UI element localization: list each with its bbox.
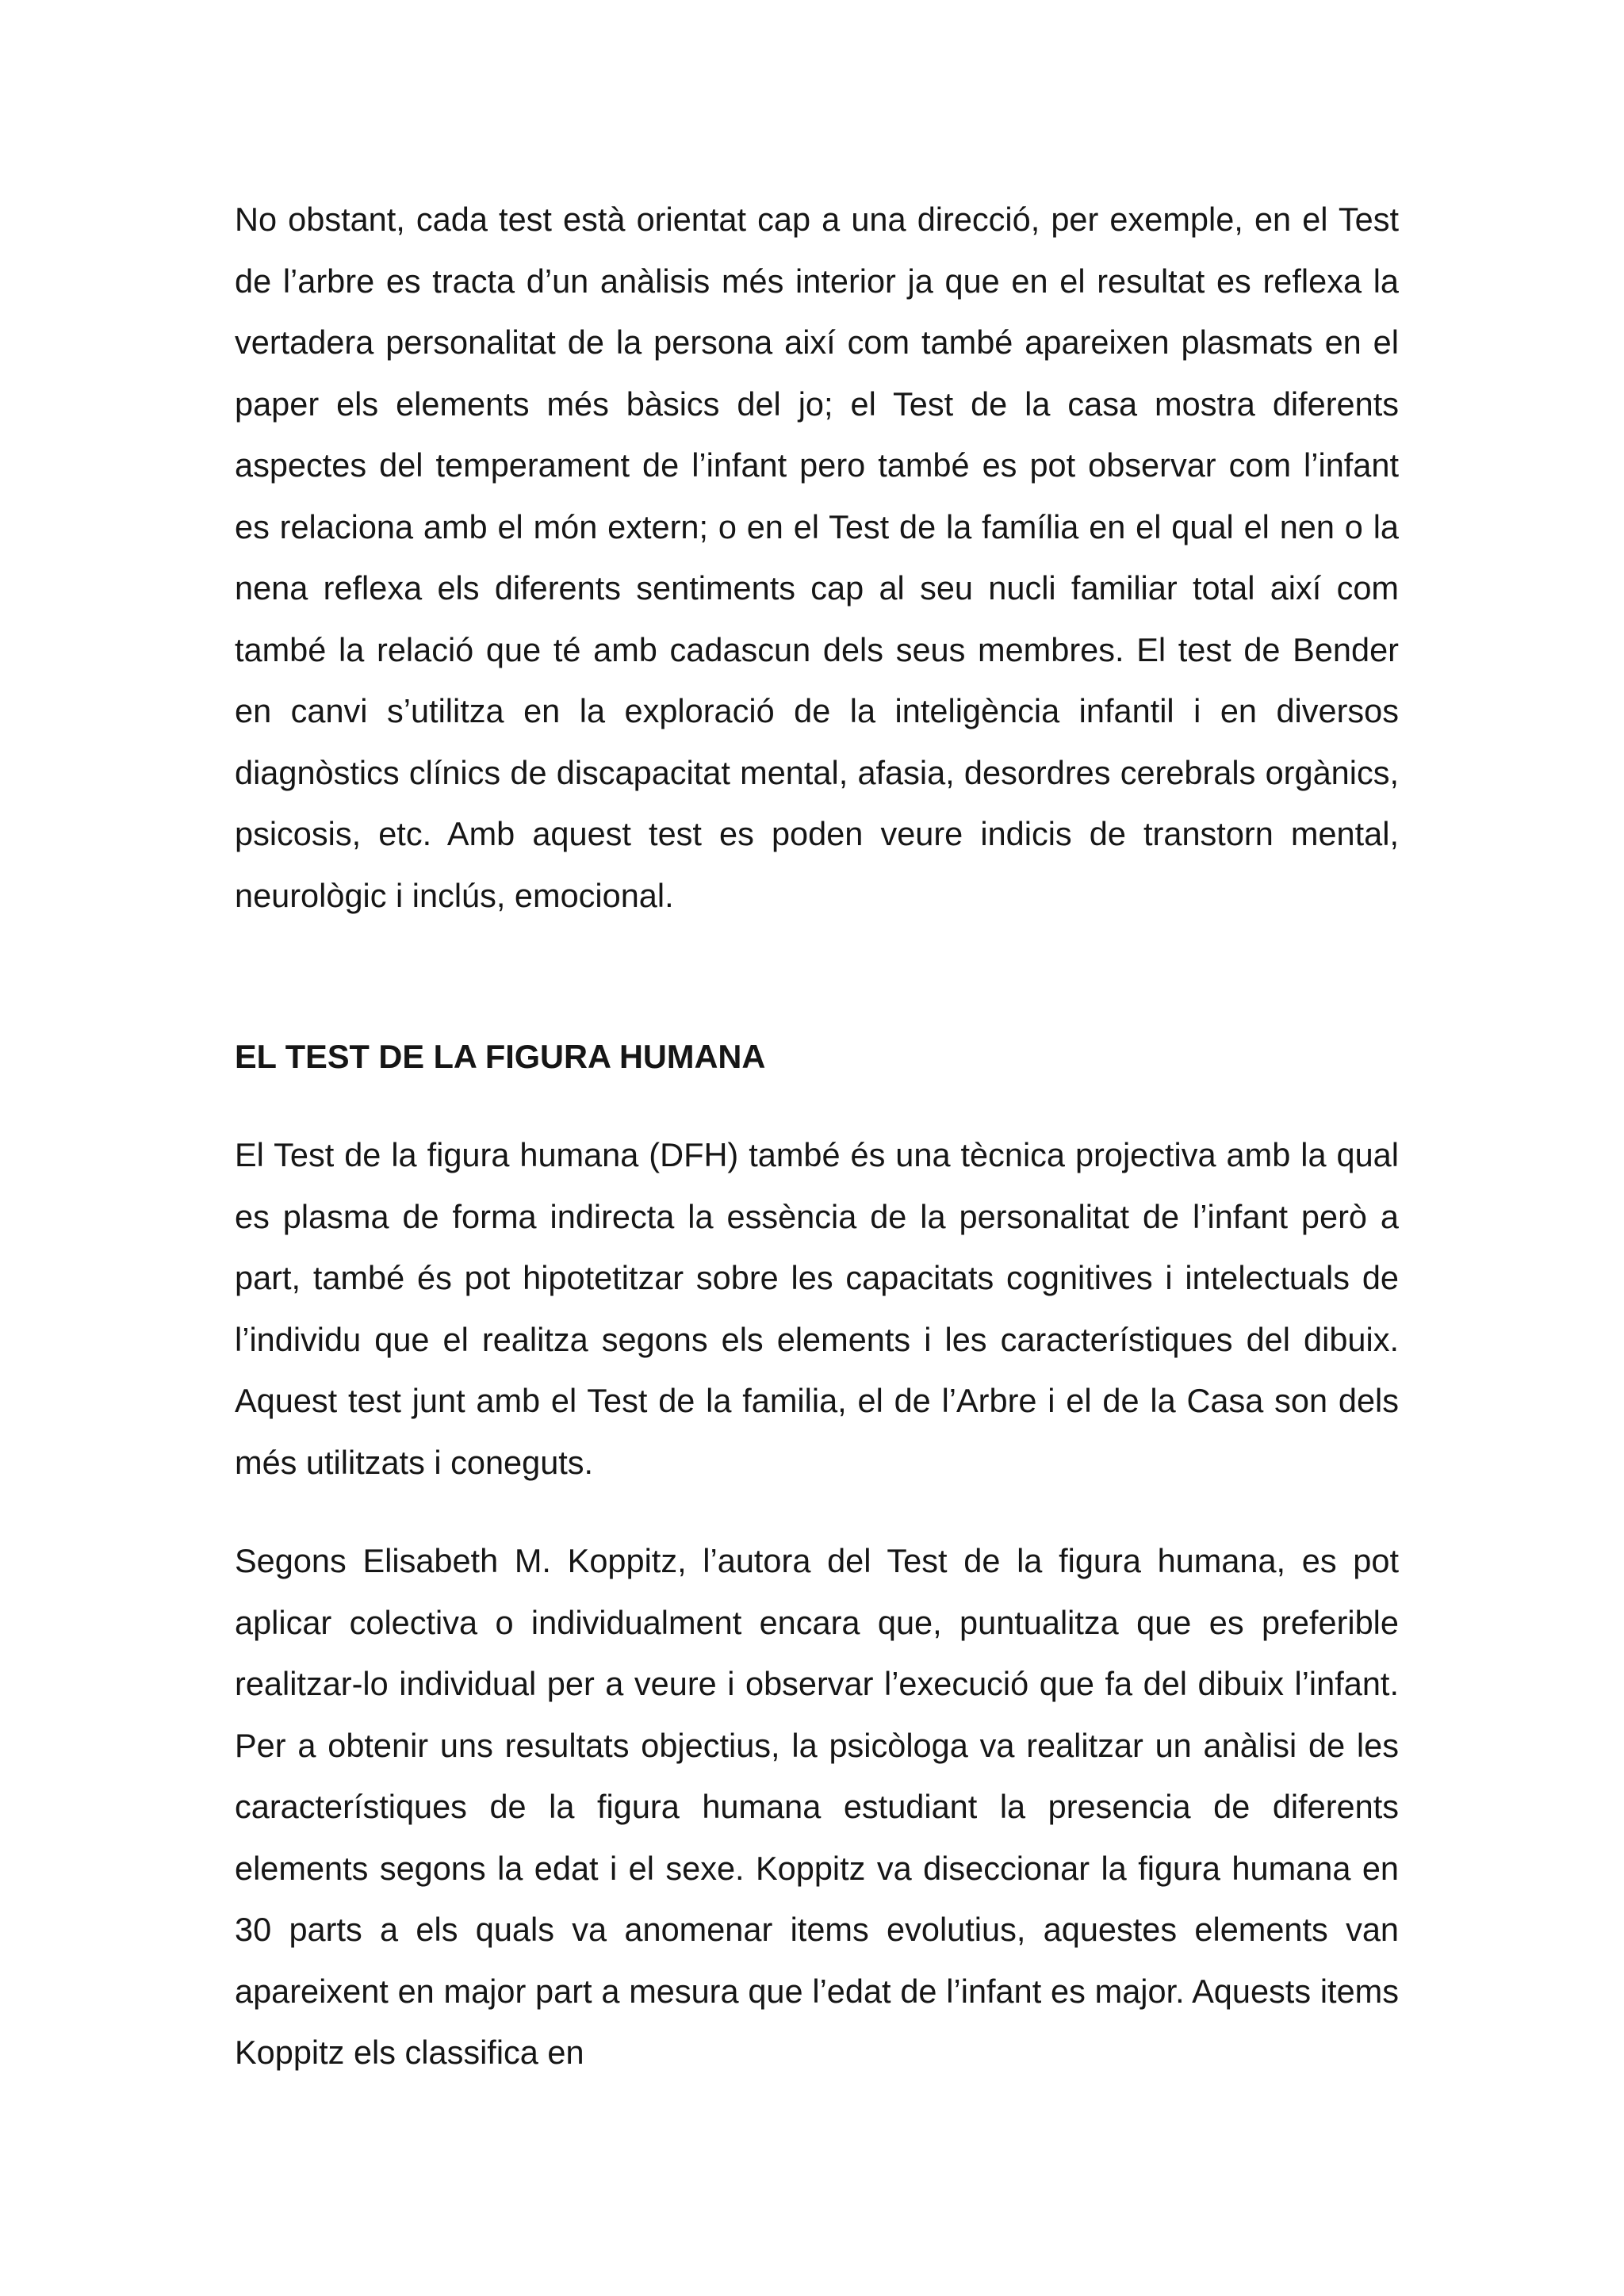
paragraph-dfh-intro: El Test de la figura humana (DFH) també és una tècnica projectiva amb la qual es plasma de forma indirecta la essència de la personalitat de l’infant però a part, també és pot hipotetitzar sobre les capacitats cognitives i intelectuals de l’individu que el realitza segons els elements i les característiques del dibuix. Aquest test junt amb el Test de la familia, el de l’Arbre i el de la Casa son dels més utilitzats i coneguts.: [235, 1136, 1399, 1481]
paragraph-tests-orientation: No obstant, cada test està orientat cap a una direcció, per exemple, en el Test de l’arbre es tracta d’un anàlisis més interior ja que en el resultat es reflexa la vertadera personalitat de la persona així com també apareixen plasmats en el paper els elements més bàsics del jo; el Test de la casa mostra diferents aspectes del temperament de l’infant pero també es pot observar com l’infant es relaciona amb el món extern; o en el Test de la família en el qual el nen o la nena reflexa els diferents sentiments cap al seu nucli familiar total així com també la relació que té amb cadascun dels seus membres. El test de Bender en canvi s’utilitza en la exploració de la inteligència infantil i en diversos diagnòstics clínics de discapacitat mental, afasia, desordres cerebrals orgànics, psicosis, etc. Amb aquest test es poden veure indicis de transtorn mental, neurològic i inclús, emocional.: [235, 201, 1399, 914]
section-heading: EL TEST DE LA FIGURA HUMANA: [235, 1038, 766, 1075]
paragraph-koppitz: Segons Elisabeth M. Koppitz, l’autora del Test de la figura humana, es pot aplicar colectiva o individualment encara que, puntualitza que es preferible realitzar-lo individual per a veure i observar l’execució que fa del dibuix l’infant. Per a obtenir uns resultats objectius, la psicòloga va realitzar un anàlisi de les característiques de la figura humana estudiant la presencia de diferents elements segons la edat i el sexe. Koppitz va diseccionar la figura humana en 30 parts a els quals va anomenar items evolutius, aquestes elements van apareixent en major part a mesura que l’edat de l’infant es major. Aquests items Koppitz els classifica en: [235, 1542, 1399, 2071]
